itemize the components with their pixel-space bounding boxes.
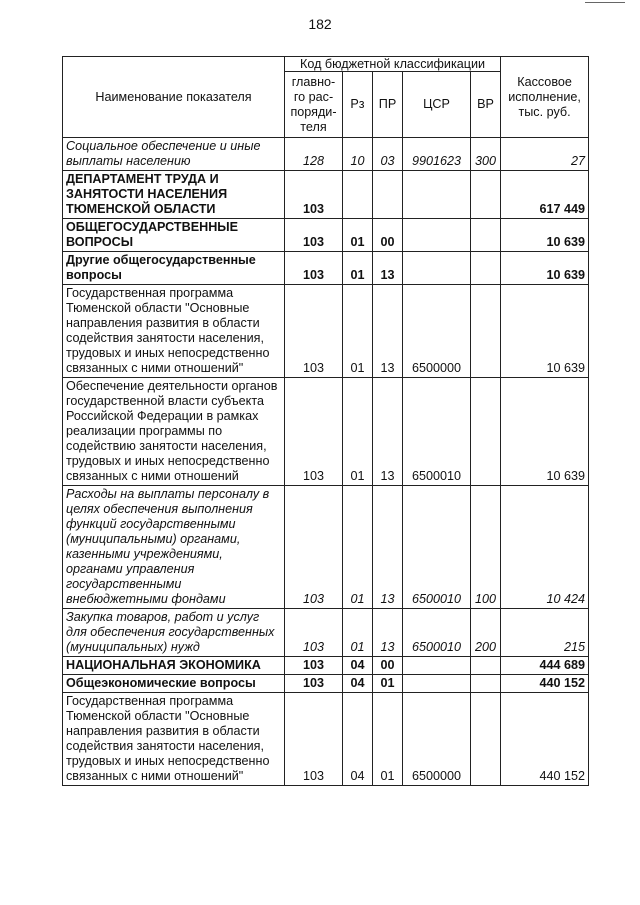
table-row: [63, 171, 589, 219]
header-code-group: Код бюджетной классификации: [285, 57, 501, 72]
row-code-csr: [403, 657, 471, 675]
row-code-csr: 6500010: [403, 609, 471, 657]
row-name: ДЕПАРТАМЕНТ ТРУДА И ЗАНЯТОСТИ НАСЕЛЕНИЯ ТЮМЕНСКОЙ ОБЛАСТИ: [63, 171, 285, 219]
row-code-glav: 103: [285, 675, 343, 693]
table-row: [63, 609, 589, 657]
row-code-rz: 01: [343, 252, 373, 285]
row-code-rz: 01: [343, 219, 373, 252]
row-name: Государственная программа Тюменской области "Основные направления развития в области содействия занятости населения, трудовых и иных непосредственно связанных с ними отношений": [63, 285, 285, 378]
table-row: [63, 285, 589, 378]
row-code-glav: 128: [285, 138, 343, 171]
row-code-rz: 04: [343, 693, 373, 786]
header-code-glav: главно-го рас-поряди-теля: [285, 72, 343, 138]
row-code-vr: [471, 285, 501, 378]
row-code-glav: 103: [285, 609, 343, 657]
row-name: Другие общегосударственные вопросы: [63, 252, 285, 285]
row-amount: 27: [501, 138, 589, 171]
row-code-vr: 300: [471, 138, 501, 171]
row-code-glav: 103: [285, 657, 343, 675]
row-code-rz: 04: [343, 675, 373, 693]
row-code-rz: 04: [343, 657, 373, 675]
row-code-csr: 6500000: [403, 285, 471, 378]
row-code-vr: [471, 378, 501, 486]
table-row: [63, 486, 589, 609]
row-code-rz: 01: [343, 285, 373, 378]
page-number: 182: [308, 16, 332, 32]
row-code-glav: 103: [285, 219, 343, 252]
row-code-rz: 01: [343, 378, 373, 486]
header-name-col: Наименование показателя: [63, 57, 285, 138]
row-amount: 440 152: [501, 675, 589, 693]
row-code-csr: 6500000: [403, 693, 471, 786]
row-code-pr: 01: [373, 675, 403, 693]
row-code-pr: 13: [373, 285, 403, 378]
row-code-vr: [471, 252, 501, 285]
row-amount: 10 639: [501, 252, 589, 285]
row-name: Социальное обеспечение и иные выплаты населению: [63, 138, 285, 171]
row-code-vr: [471, 657, 501, 675]
row-code-pr: 00: [373, 657, 403, 675]
row-code-glav: 103: [285, 252, 343, 285]
header-amount-col: Кассовое исполнение, тыс. руб.: [501, 57, 589, 138]
row-code-csr: [403, 252, 471, 285]
row-name: Закупка товаров, работ и услуг для обеспечения государственных (муниципальных) нужд: [63, 609, 285, 657]
row-code-csr: [403, 219, 471, 252]
row-code-vr: [471, 171, 501, 219]
table-row: [63, 252, 589, 285]
row-code-glav: 103: [285, 693, 343, 786]
table-row: [63, 675, 589, 693]
row-amount: 10 639: [501, 285, 589, 378]
row-amount: 10 424: [501, 486, 589, 609]
row-code-pr: 03: [373, 138, 403, 171]
row-code-pr: 01: [373, 693, 403, 786]
row-name: НАЦИОНАЛЬНАЯ ЭКОНОМИКА: [63, 657, 285, 675]
row-code-pr: 13: [373, 252, 403, 285]
row-code-pr: 00: [373, 219, 403, 252]
row-code-vr: [471, 219, 501, 252]
table-row: [63, 693, 589, 786]
table-row: [63, 138, 589, 171]
row-name: Государственная программа Тюменской области "Основные направления развития в области содействия занятости населения, трудовых и иных непосредственно связанных с ними отношений": [63, 693, 285, 786]
row-code-glav: 103: [285, 486, 343, 609]
row-code-glav: 103: [285, 378, 343, 486]
row-amount: 444 689: [501, 657, 589, 675]
row-code-vr: [471, 693, 501, 786]
header-code-csr: ЦСР: [403, 72, 471, 138]
row-code-pr: 13: [373, 486, 403, 609]
row-code-csr: 6500010: [403, 378, 471, 486]
row-code-pr: [373, 171, 403, 219]
row-code-pr: 13: [373, 378, 403, 486]
row-code-rz: 01: [343, 486, 373, 609]
row-code-rz: [343, 171, 373, 219]
row-code-vr: [471, 675, 501, 693]
top-rule: [585, 2, 625, 3]
row-code-vr: 100: [471, 486, 501, 609]
row-code-csr: 6500010: [403, 486, 471, 609]
row-code-csr: 9901623: [403, 138, 471, 171]
row-amount: 617 449: [501, 171, 589, 219]
table-row: [63, 378, 589, 486]
row-name: ОБЩЕГОСУДАРСТВЕННЫЕ ВОПРОСЫ: [63, 219, 285, 252]
header-code-pr: ПР: [373, 72, 403, 138]
row-code-rz: 10: [343, 138, 373, 171]
row-code-glav: 103: [285, 285, 343, 378]
header-code-vr: ВР: [471, 72, 501, 138]
table-row: [63, 219, 589, 252]
row-code-glav: 103: [285, 171, 343, 219]
row-amount: 10 639: [501, 219, 589, 252]
row-amount: 440 152: [501, 693, 589, 786]
row-code-csr: [403, 675, 471, 693]
row-amount: 215: [501, 609, 589, 657]
row-name: Общеэкономические вопросы: [63, 675, 285, 693]
row-amount: 10 639: [501, 378, 589, 486]
table-row: [63, 657, 589, 675]
budget-table: [62, 56, 589, 786]
row-code-csr: [403, 171, 471, 219]
row-code-pr: 13: [373, 609, 403, 657]
row-name: Расходы на выплаты персоналу в целях обеспечения выполнения функций государственными (муниципальными) органами, казенными учреждениями, органами управления государственными внебюджетными фондами: [63, 486, 285, 609]
row-name: Обеспечение деятельности органов государственной власти субъекта Российской Федерации в рамках реализации программы по содействию занятости населения, трудовых и иных непосредственно связанных с ними отношений: [63, 378, 285, 486]
header-code-rz: Рз: [343, 72, 373, 138]
row-code-rz: 01: [343, 609, 373, 657]
row-code-vr: 200: [471, 609, 501, 657]
